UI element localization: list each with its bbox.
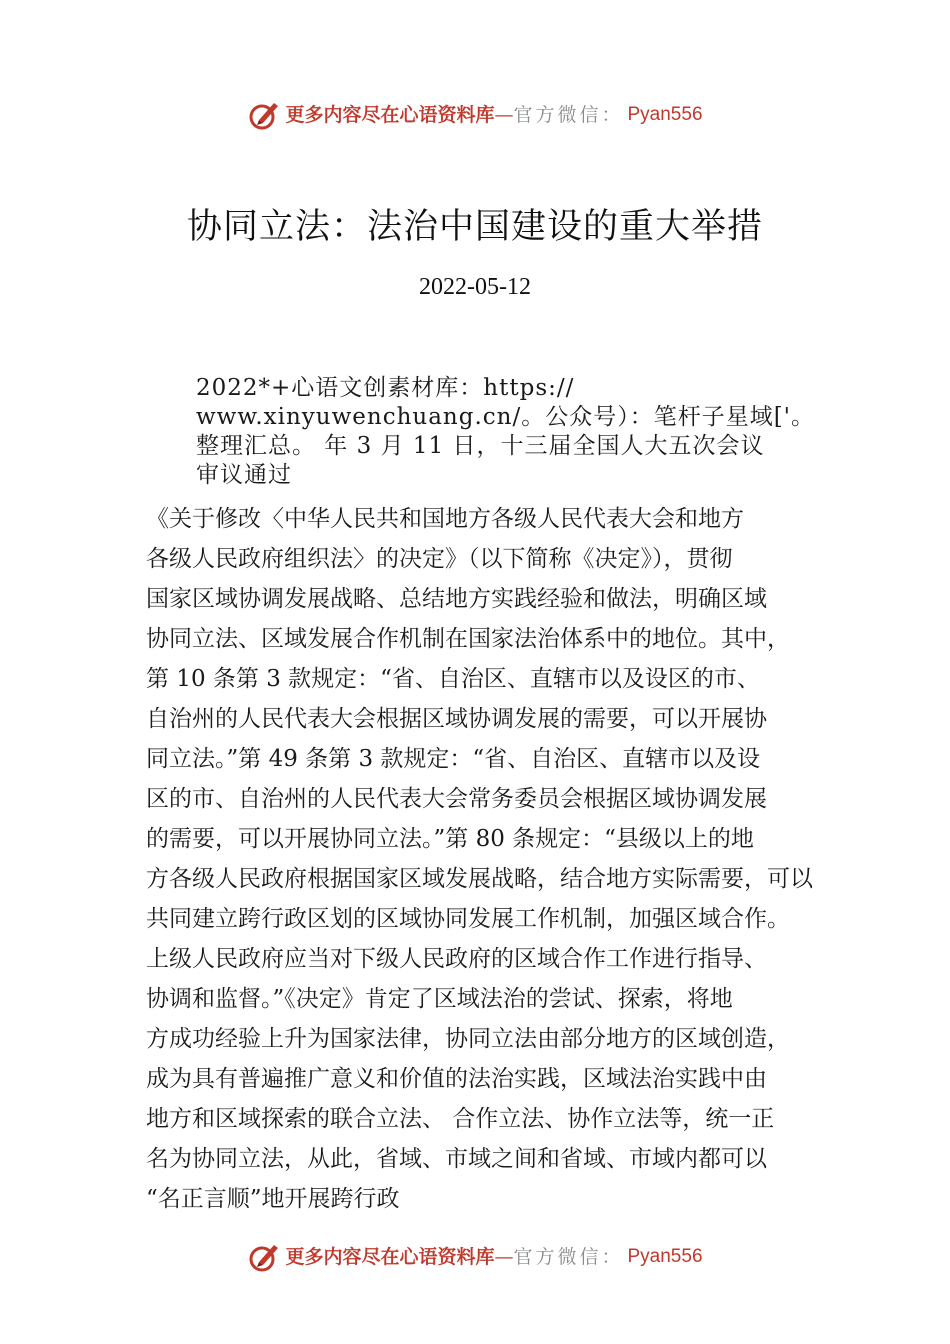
body-paragraph	[146, 499, 846, 1219]
body-line: 《关于修改〈中华人民共和国地方各级人民代表大会和地方	[146, 506, 744, 532]
header-banner	[0, 98, 950, 132]
body-line: “名正言顺”地开展跨行政	[146, 1186, 400, 1212]
footer-banner	[0, 1240, 950, 1274]
banner-wechat-id: Pyan556	[627, 1246, 703, 1267]
body-line: 同立法。”第 49 条第 3 款规定：“省、自治区、直辖市以及设	[146, 746, 761, 772]
body-line: 协同立法、区域发展合作机制在国家法治体系中的地位。其中，	[146, 626, 790, 652]
banner-main-text: 更多内容尽在心语资料库	[285, 104, 495, 126]
body-line: 的需要，可以开展协同立法。”第 80 条规定：“县级以上的地	[146, 826, 754, 852]
banner-wechat-label: 官方微信：	[513, 104, 624, 126]
body-line: 地方和区域探索的联合立法、 合作立法、协作立法等，统一正	[146, 1106, 775, 1132]
body-line: 方各级人民政府根据国家区域发展战略，结合地方实际需要，可以	[146, 866, 813, 892]
pen-logo-icon	[247, 98, 281, 132]
banner-wechat-id: Pyan556	[627, 104, 703, 125]
body-line: 区的市、自治州的人民代表大会常务委员会根据区域协调发展	[146, 786, 767, 812]
body-line: 国家区域协调发展战略、总结地方实践经验和做法，明确区域	[146, 586, 767, 612]
intro-line: www.xinyuwenchuang.cn/。公众号）：笔杆子星域['。	[196, 404, 816, 430]
body-line: 上级人民政府应当对下级人民政府的区域合作工作进行指导、	[146, 946, 767, 972]
document-title: 协同立法：法治中国建设的重大举措	[186, 207, 763, 247]
intro-paragraph	[196, 374, 826, 490]
banner-main-text: 更多内容尽在心语资料库	[285, 1246, 495, 1268]
body-line: 协调和监督。”《决定》肯定了区域法治的尝试、探索，将地	[146, 986, 733, 1012]
body-line: 名为协同立法，从此，省域、市域之间和省域、市域内都可以	[146, 1146, 767, 1172]
banner-dash: —	[494, 104, 514, 126]
body-line: 各级人民政府组织法〉的决定》（以下简称《决定》），贯彻	[146, 546, 733, 572]
intro-line: 2022*+心语文创素材库：https://	[196, 375, 575, 401]
banner-dash: —	[494, 1246, 514, 1268]
banner-wechat-label: 官方微信：	[513, 1246, 624, 1268]
document-date: 2022-05-12	[419, 274, 531, 300]
intro-line: 整理汇总。 年 3 月 11 日，十三届全国人大五次会议	[196, 433, 765, 459]
intro-line: 审议通过	[196, 462, 292, 488]
body-line: 共同建立跨行政区划的区域协同发展工作机制，加强区域合作。	[146, 906, 790, 932]
body-line: 成为具有普遍推广意义和价值的法治实践，区域法治实践中由	[146, 1066, 767, 1092]
body-line: 自治州的人民代表大会根据区域协调发展的需要，可以开展协	[146, 706, 767, 732]
body-line: 第 10 条第 3 款规定：“省、自治区、直辖市以及设区的市、	[146, 666, 760, 692]
pen-logo-icon	[247, 1240, 281, 1274]
body-line: 方成功经验上升为国家法律，协同立法由部分地方的区域创造，	[146, 1026, 790, 1052]
